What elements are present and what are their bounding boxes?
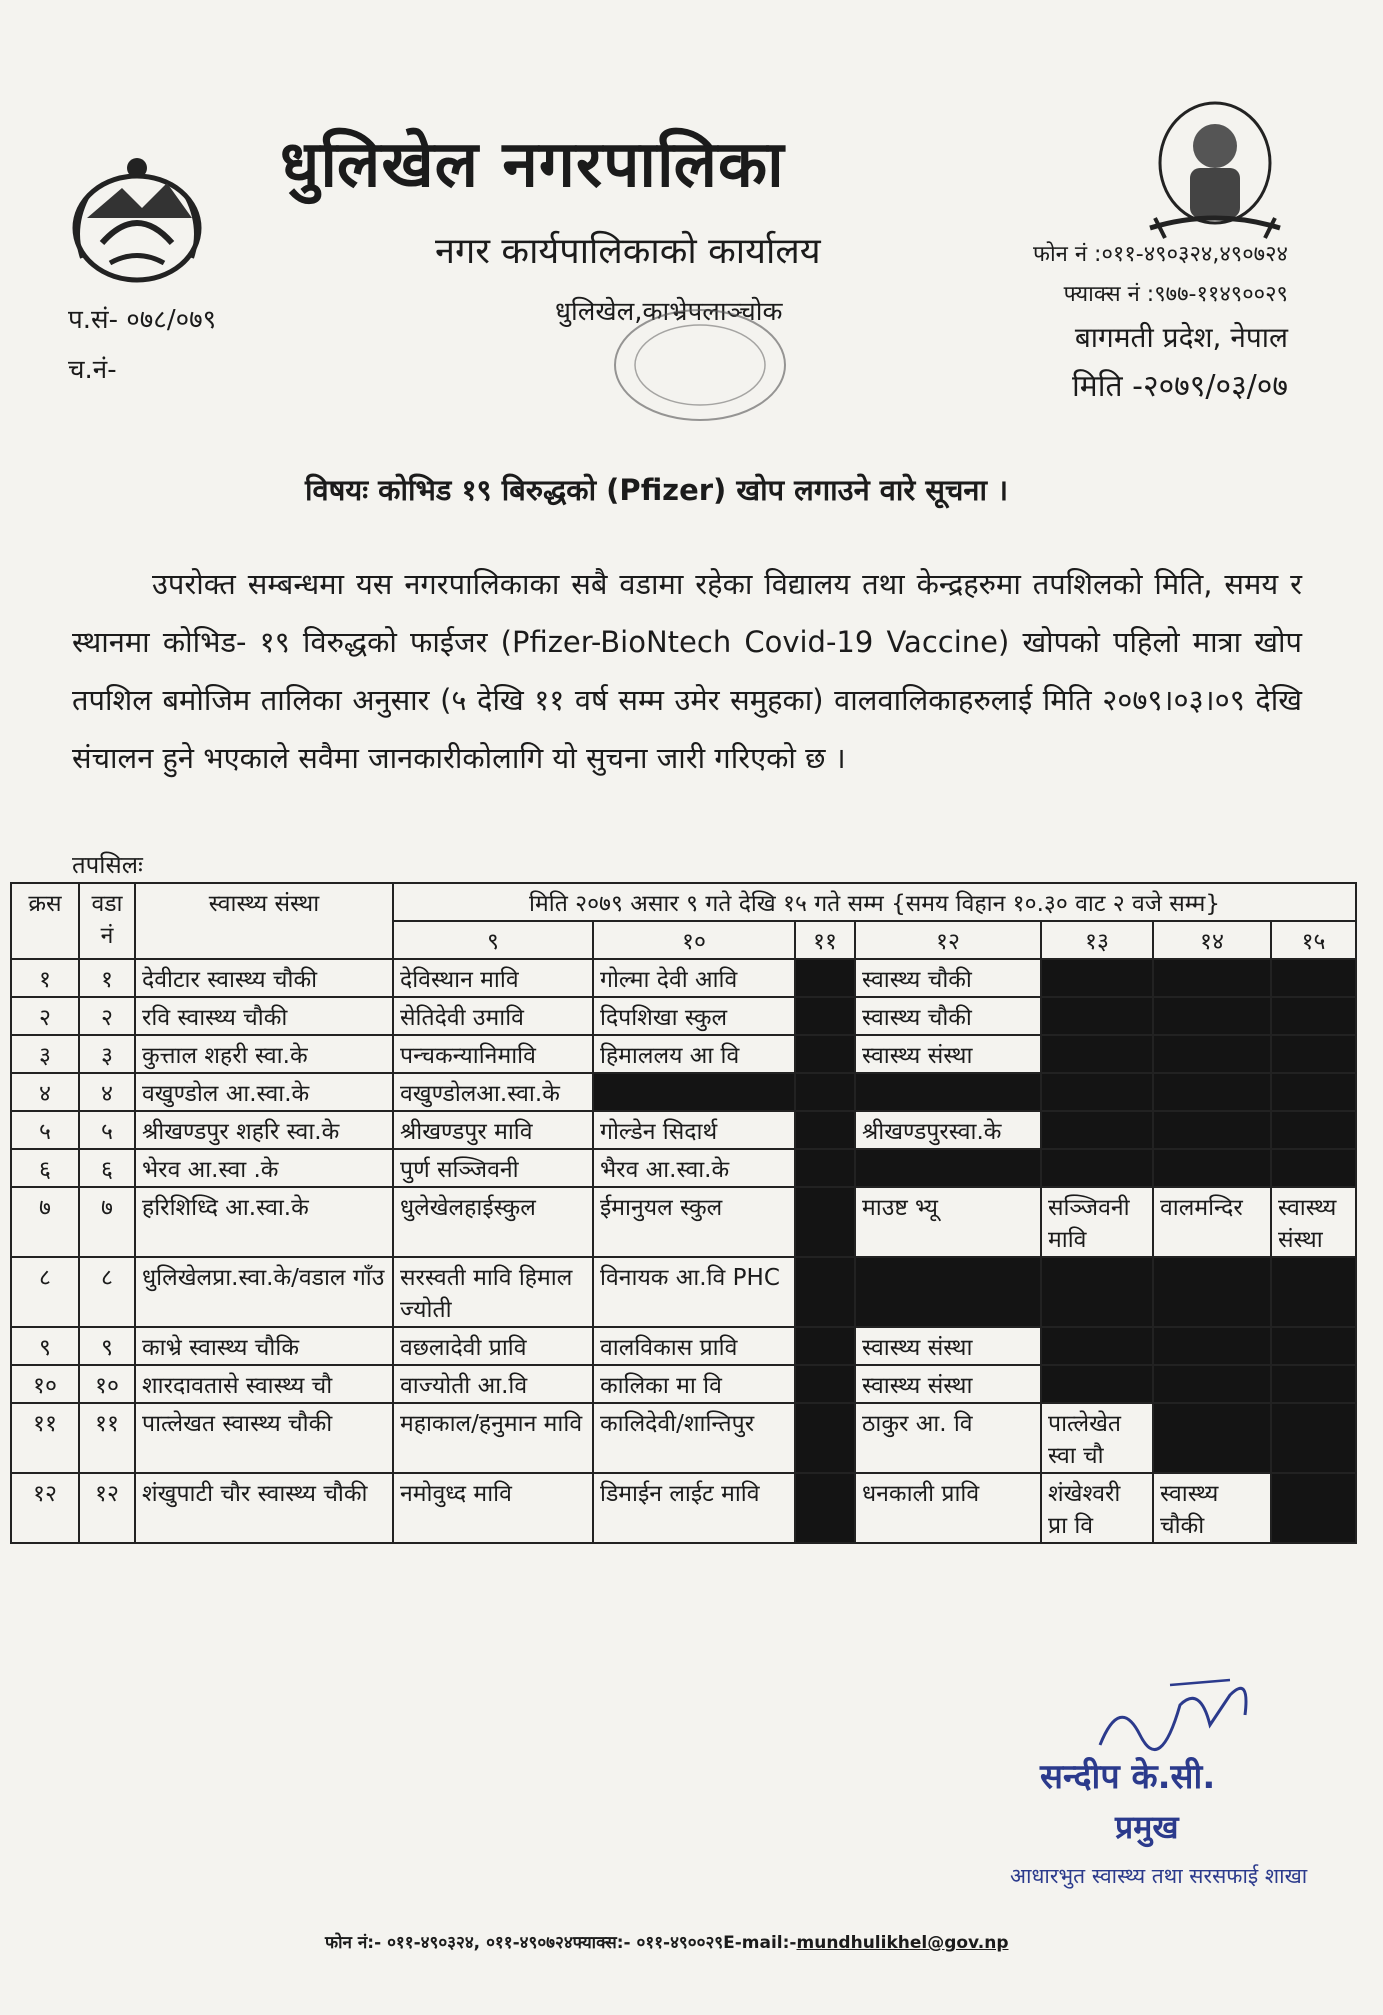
cell-d10: डिमाईन लाईट मावि [593,1473,795,1543]
cell-d10: कालिका मा वि [593,1365,795,1403]
notice-subject: विषयः कोभिड १९ बिरुद्धको (Pfizer) खोप लगाउने वारे सूचना । [305,473,1009,507]
cell-d10: ईमानुयल स्कुल [593,1187,795,1257]
cell-d10: गोल्डेन सिदार्थ [593,1111,795,1149]
blocked-cell [1041,1257,1153,1327]
blocked-cell [1153,1035,1271,1073]
header-day-7: १५ [1271,921,1356,959]
blocked-cell [1153,1073,1271,1111]
blocked-cell [1041,1111,1153,1149]
cell-d14: स्वास्थ्य चौकी [1153,1473,1271,1543]
cell-sn: ७ [11,1187,79,1257]
cell-d12: स्वास्थ्य चौकी [855,959,1041,997]
cell-d9: पन्चकन्यानिमावि [393,1035,593,1073]
blocked-cell [795,1035,855,1073]
cell-sn: ९ [11,1327,79,1365]
phone-number: फोन नं :०११-४९०३२४,४९०७२४ [1032,242,1288,267]
signer-designation: प्रमुख [1115,1808,1179,1846]
cell-facility: शारदावतासे स्वास्थ्य चौ [135,1365,393,1403]
table-row [11,1327,1356,1365]
cell-ward: ११ [79,1403,135,1473]
blocked-cell [855,1257,1041,1327]
header-day-5: १३ [1041,921,1153,959]
header-sn: क्रस [11,883,79,959]
blocked-cell [795,1073,855,1111]
cell-sn: ६ [11,1149,79,1187]
header-day-2: १० [593,921,795,959]
cell-d15: स्वास्थ्य संस्था [1271,1187,1356,1257]
cell-facility: शंखुपाटी चौर स्वास्थ्य चौकी [135,1473,393,1543]
blocked-cell [795,959,855,997]
blocked-cell [1271,1111,1356,1149]
cell-d12: धनकाली प्रावि [855,1473,1041,1543]
blocked-cell [1153,1365,1271,1403]
cell-facility: काभ्रे स्वास्थ्य चौकि [135,1327,393,1365]
cell-ward: १ [79,959,135,997]
signer-name: सन्दीप के.सी. [1040,1757,1216,1797]
cell-facility: रवि स्वास्थ्य चौकी [135,997,393,1035]
blocked-cell [1271,1257,1356,1327]
blocked-cell [855,1073,1041,1111]
cell-d12: स्वास्थ्य चौकी [855,997,1041,1035]
vaccination-schedule-table [10,882,1357,1544]
header-day-6: १४ [1153,921,1271,959]
cell-d12: स्वास्थ्य संस्था [855,1365,1041,1403]
cell-d12: ठाकुर आ. वि [855,1403,1041,1473]
cell-ward: ७ [79,1187,135,1257]
blocked-cell [1271,1149,1356,1187]
cell-ward: ८ [79,1257,135,1327]
blocked-cell [795,1403,855,1473]
table-row [11,997,1356,1035]
blocked-cell [1041,1327,1153,1365]
cell-ward: ६ [79,1149,135,1187]
blocked-cell [1153,1111,1271,1149]
header-facility: स्वास्थ्य संस्था [135,883,393,959]
blocked-cell [1041,1149,1153,1187]
notice-body [72,555,1302,787]
blocked-cell [1271,1035,1356,1073]
cell-d10: हिमाललय आ वि [593,1035,795,1073]
blocked-cell [1271,997,1356,1035]
header-ward: वडा नं [79,883,135,959]
cell-d9: वखुण्डोलआ.स्वा.के [393,1073,593,1111]
table-row [11,1403,1356,1473]
cell-sn: ५ [11,1111,79,1149]
cell-sn: ४ [11,1073,79,1111]
cell-d13: पात्लेखेत स्वा चौ [1041,1403,1153,1473]
cell-sn: १० [11,1365,79,1403]
cell-sn: १ [11,959,79,997]
province-name: बागमती प्रदेश, नेपाल [1074,321,1288,354]
dispatch-number: च.नं- [68,355,117,385]
blocked-cell [1271,1327,1356,1365]
schedule-body [11,959,1356,1543]
cell-d12: श्रीखण्डपुरस्वा.के [855,1111,1041,1149]
blocked-cell [795,1327,855,1365]
blocked-cell [795,1149,855,1187]
blocked-cell [1271,1403,1356,1473]
deity-logo-icon [1140,98,1290,248]
notice-body-text: उपरोक्त सम्बन्धमा यस नगरपालिकाका सबै वडामा रहेका विद्यालय तथा केन्द्रहरुमा तपशिलको मिति, समय र स्थानमा कोभिड- १९ विरुद्धको फाईजर (Pfizer-BioNtech Covid-19 Vaccine) खोपको पहिलो मात्रा खोप तपशिल बमोजिम तालिका अनुसार (५ देखि ११ वर्ष सम्म उमेर समुहका) वालवालिकाहरुलाई मिति २०७९।०३।०९ देखि संचालन हुने भएकाले सवैमा जानकारीकोलागि यो सुचना जारी गरिएको छ । [72,567,1302,775]
cell-d9: सरस्वती मावि हिमाल ज्योती [393,1257,593,1327]
cell-d10: गोल्मा देवी आवि [593,959,795,997]
details-label: तपसिलः [72,851,143,879]
blocked-cell [1153,1257,1271,1327]
cell-sn: २ [11,997,79,1035]
cell-d12: स्वास्थ्य संस्था [855,1035,1041,1073]
signer-department: आधारभुत स्वास्थ्य तथा सरसफाई शाखा [1010,1864,1308,1888]
office-address: धुलिखेल,काभ्रेपलाञ्चोक [555,297,783,327]
cell-ward: २ [79,997,135,1035]
blocked-cell [593,1073,795,1111]
cell-ward: ४ [79,1073,135,1111]
cell-d10: विनायक आ.वि PHC [593,1257,795,1327]
blocked-cell [1041,1073,1153,1111]
table-row [11,1035,1356,1073]
blocked-cell [1041,997,1153,1035]
letter-date: मिति -२०७९/०३/०७ [1072,369,1288,404]
cell-ward: ५ [79,1111,135,1149]
blocked-cell [1271,1473,1356,1543]
footer-email-link[interactable]: mundhulikhel@gov.np [796,1933,1009,1953]
blocked-cell [1153,997,1271,1035]
cell-facility: पात्लेखत स्वास्थ्य चौकी [135,1403,393,1473]
cell-facility: भेरव आ.स्वा .के [135,1149,393,1187]
blocked-cell [855,1149,1041,1187]
cell-d9: वछलादेवी प्रावि [393,1327,593,1365]
blocked-cell [1041,1365,1153,1403]
cell-d9: महाकाल/हनुमान मावि [393,1403,593,1473]
reference-number: प.सं- ०७८/०७९ [68,305,217,335]
cell-d9: देविस्थान मावि [393,959,593,997]
cell-d9: नमोवुध्द मावि [393,1473,593,1543]
table-row [11,1149,1356,1187]
table-row [11,959,1356,997]
cell-sn: ११ [11,1403,79,1473]
office-stamp-icon [600,300,800,430]
blocked-cell [795,997,855,1035]
cell-d14: वालमन्दिर [1153,1187,1271,1257]
cell-d9: सेतिदेवी उमावि [393,997,593,1035]
cell-d9: श्रीखण्डपुर मावि [393,1111,593,1149]
cell-facility: वखुण्डोल आ.स्वा.के [135,1073,393,1111]
blocked-cell [1271,1073,1356,1111]
cell-d9: वाज्योती आ.वि [393,1365,593,1403]
cell-facility: कुत्ताल शहरी स्वा.के [135,1035,393,1073]
cell-facility: देवीटार स्वास्थ्य चौकी [135,959,393,997]
cell-facility: हरिशिध्दि आ.स्वा.के [135,1187,393,1257]
cell-ward: १० [79,1365,135,1403]
cell-sn: ८ [11,1257,79,1327]
blocked-cell [1041,959,1153,997]
table-row [11,1257,1356,1327]
office-name: नगर कार्यपालिकाको कार्यालय [435,231,821,272]
header-date-range: मिति २०७९ असार ९ गते देखि १५ गते सम्म {समय विहान १०.३० वाट २ वजे सम्म} [393,883,1356,921]
nepal-emblem-icon [62,148,212,288]
cell-d13: सञ्जिवनी मावि [1041,1187,1153,1257]
cell-ward: १२ [79,1473,135,1543]
blocked-cell [1153,1327,1271,1365]
cell-ward: ३ [79,1035,135,1073]
blocked-cell [795,1257,855,1327]
cell-d10: कालिदेवी/शान्तिपुर [593,1403,795,1473]
cell-d12: स्वास्थ्य संस्था [855,1327,1041,1365]
cell-sn: ३ [11,1035,79,1073]
cell-d10: वालविकास प्रावि [593,1327,795,1365]
blocked-cell [795,1473,855,1543]
blocked-cell [1041,1035,1153,1073]
table-row [11,1111,1356,1149]
table-row [11,1187,1356,1257]
table-row [11,1365,1356,1403]
cell-facility: धुलिखेलप्रा.स्वा.के/वडाल गाँउ [135,1257,393,1327]
blocked-cell [1271,959,1356,997]
cell-d9: धुलेखेलहाईस्कुल [393,1187,593,1257]
table-row [11,1473,1356,1543]
cell-d10: दिपशिखा स्कुल [593,997,795,1035]
cell-d12: माउष्ट भ्यू [855,1187,1041,1257]
blocked-cell [1153,1403,1271,1473]
table-row [11,1073,1356,1111]
cell-d9: पुर्ण सञ्जिवनी [393,1149,593,1187]
blocked-cell [1153,959,1271,997]
cell-d10: भैरव आ.स्वा.के [593,1149,795,1187]
blocked-cell [795,1365,855,1403]
footer-contact [325,1930,1009,1953]
blocked-cell [1153,1149,1271,1187]
header-day-1: ९ [393,921,593,959]
cell-ward: ९ [79,1327,135,1365]
header-day-3: ११ [795,921,855,959]
blocked-cell [1271,1365,1356,1403]
municipality-title: धुलिखेल नगरपालिका [280,127,785,202]
blocked-cell [795,1187,855,1257]
cell-facility: श्रीखण्डपुर शहरि स्वा.के [135,1111,393,1149]
header-day-4: १२ [855,921,1041,959]
cell-sn: १२ [11,1473,79,1543]
footer-phone-fax: फोन नं:- ०११-४९०३२४, ०११-४९०७२४फ्याक्स:- ०११-४९००२९E-mail:- [325,1933,797,1953]
fax-number: फ्याक्स नं :९७७-११४९००२९ [1063,282,1288,307]
blocked-cell [795,1111,855,1149]
cell-d13: शंखेश्वरी प्रा वि [1041,1473,1153,1543]
